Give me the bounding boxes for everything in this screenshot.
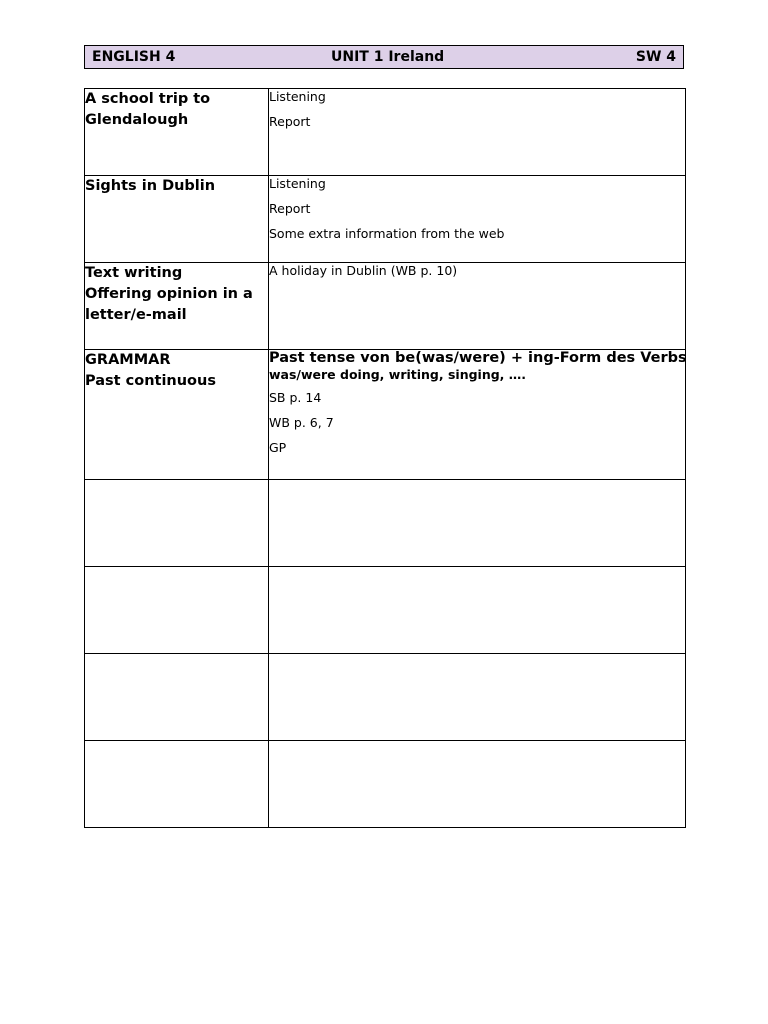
- activity-item: Report: [269, 114, 311, 129]
- activity-item: WB p. 6, 7: [269, 415, 334, 430]
- empty-activity-cell: [269, 480, 686, 567]
- activity-item: Listening: [269, 89, 326, 104]
- empty-topic-cell: [85, 567, 269, 654]
- empty-activity-cell: [269, 741, 686, 828]
- empty-activity-cell: [269, 654, 686, 741]
- subject-label: ENGLISH 4: [92, 49, 176, 65]
- grammar-heading: Past tense von be(was/were) + ing-Form des Verbs: [269, 350, 687, 366]
- topic-text: letter/e-mail: [85, 307, 187, 323]
- empty-topic-cell: [85, 480, 269, 567]
- topic-cell: [85, 89, 269, 176]
- topic-text: Sights in Dublin: [85, 178, 216, 194]
- empty-row: [85, 741, 686, 828]
- empty-row: [85, 567, 686, 654]
- empty-row: [85, 480, 686, 567]
- header-bar: [84, 45, 684, 69]
- activity-item: A holiday in Dublin (WB p. 10): [269, 263, 458, 278]
- empty-topic-cell: [85, 654, 269, 741]
- activity-item: Listening: [269, 176, 326, 191]
- activity-item: GP: [269, 440, 287, 455]
- activity-item: SB p. 14: [269, 390, 322, 405]
- topic-text: A school trip to: [85, 91, 211, 107]
- activity-item: Some extra information from the web: [269, 226, 505, 241]
- empty-row: [85, 654, 686, 741]
- activity-cell: [269, 176, 686, 263]
- table-row: [85, 350, 686, 480]
- activity-item: Report: [269, 201, 311, 216]
- lesson-plan-table: [84, 88, 686, 828]
- topic-text: Text writing: [85, 265, 183, 281]
- activity-cell: [269, 263, 686, 350]
- topic-cell: [85, 263, 269, 350]
- empty-activity-cell: [269, 567, 686, 654]
- topic-text: Glendalough: [85, 112, 189, 128]
- topic-cell: [85, 350, 269, 480]
- unit-title: UNIT 1 Ireland: [331, 49, 445, 65]
- empty-topic-cell: [85, 741, 269, 828]
- topic-cell: [85, 176, 269, 263]
- table-row: [85, 263, 686, 350]
- table-row: [85, 89, 686, 176]
- week-label: SW 4: [635, 49, 676, 65]
- activity-cell: [269, 350, 686, 480]
- grammar-examples: was/were doing, writing, singing, ….: [269, 367, 527, 382]
- topic-text: Offering opinion in a: [85, 286, 253, 302]
- topic-text: Past continuous: [85, 373, 216, 389]
- activity-cell: [269, 89, 686, 176]
- table-row: [85, 176, 686, 263]
- topic-text: GRAMMAR: [85, 352, 171, 368]
